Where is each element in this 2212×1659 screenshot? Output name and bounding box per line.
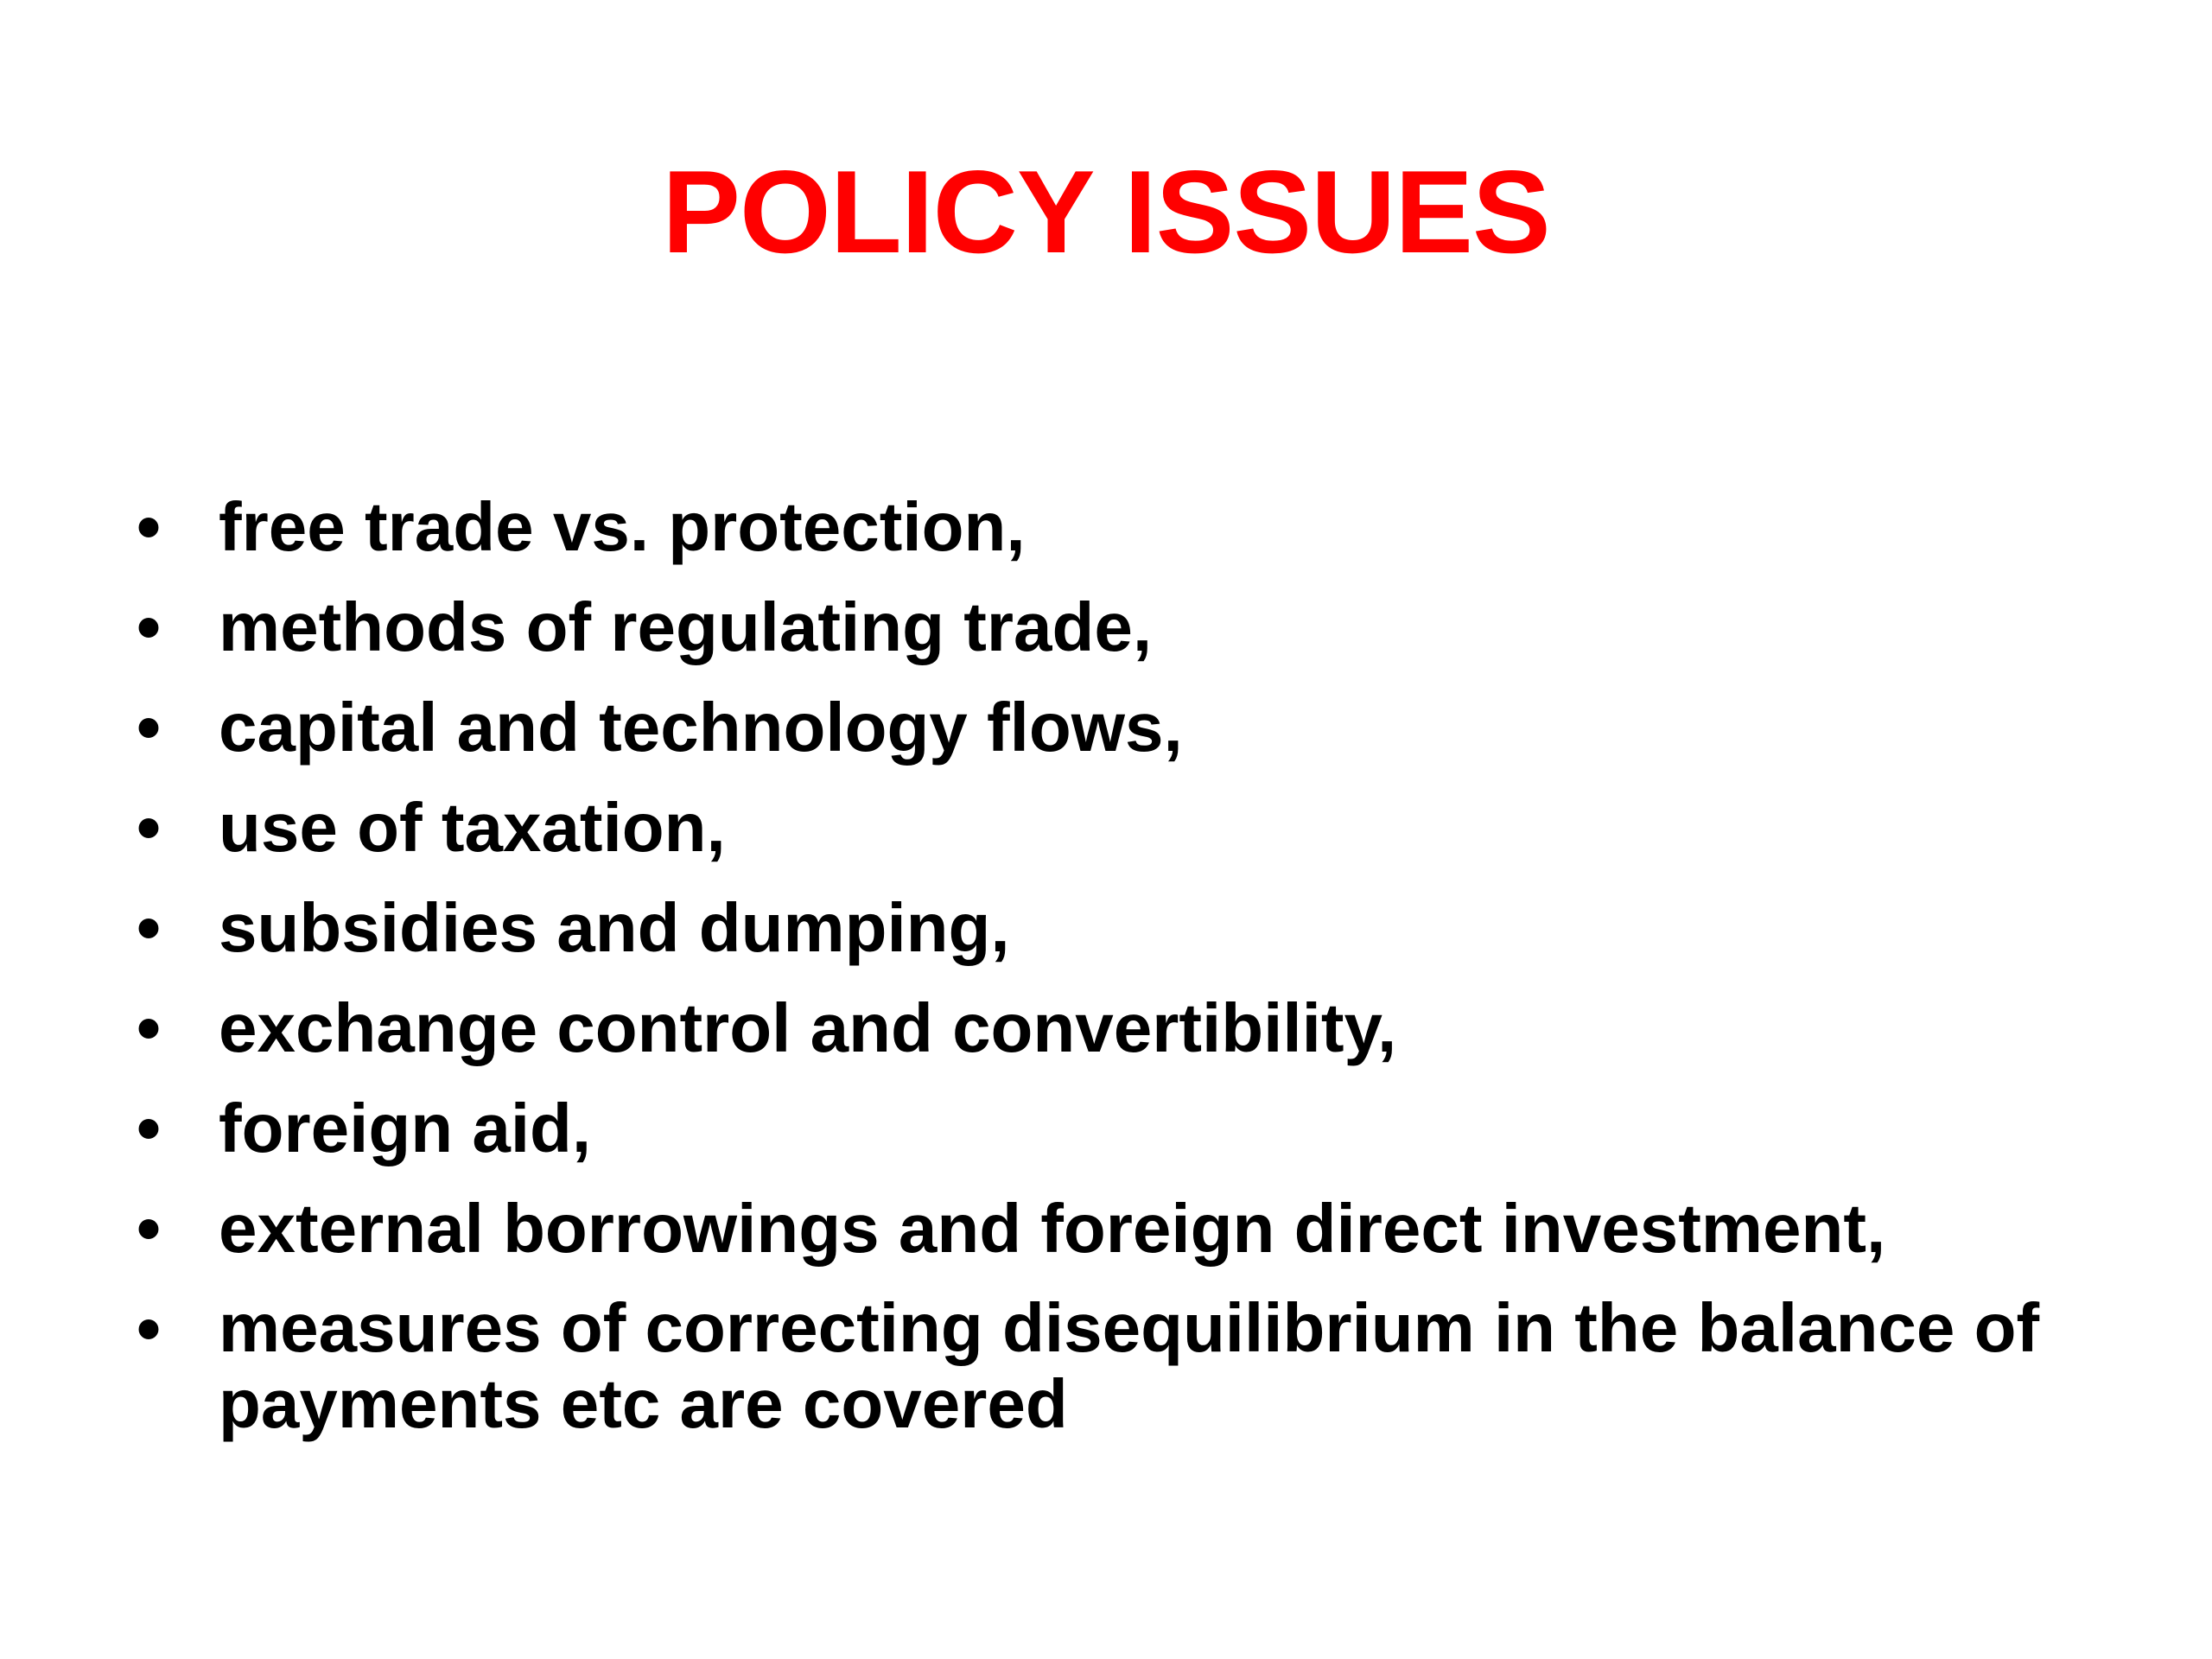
bullet-icon: • — [137, 789, 162, 866]
bullet-icon: • — [137, 588, 162, 665]
bullet-text: free trade vs. protection, — [219, 488, 1026, 565]
bullet-item — [128, 588, 2115, 666]
bullet-item — [128, 989, 2115, 1067]
bullet-item — [128, 1190, 2115, 1268]
bullet-icon: • — [137, 889, 162, 966]
slide-title: POLICY ISSUES — [662, 146, 1550, 277]
bullet-item — [128, 1090, 2115, 1167]
bullet-text: foreign aid, — [219, 1090, 592, 1166]
bullet-text: exchange control and convertibility, — [219, 989, 1397, 1066]
bullet-text: capital and technology flows, — [219, 689, 1183, 766]
bullet-icon: • — [137, 689, 162, 766]
bullet-text: methods of regulating trade, — [219, 588, 1153, 665]
bullet-icon: • — [137, 1090, 162, 1166]
bullet-icon: • — [137, 488, 162, 565]
bullet-item — [128, 1290, 2115, 1442]
bullet-text: subsidies and dumping, — [219, 889, 1010, 966]
bullet-text: external borrowings and foreign direct investment, — [219, 1190, 1886, 1267]
bullet-icon: • — [137, 1290, 162, 1367]
bullet-item — [128, 488, 2115, 566]
bullet-text: measures of correcting disequilibrium in the balance of payments etc are covered — [219, 1289, 2040, 1442]
bullet-icon: • — [137, 1190, 162, 1267]
bullet-item — [128, 789, 2115, 867]
bullet-list — [128, 488, 2115, 1465]
bullet-icon: • — [137, 989, 162, 1066]
bullet-item — [128, 889, 2115, 967]
bullet-text: use of taxation, — [219, 789, 726, 866]
bullet-item — [128, 689, 2115, 766]
